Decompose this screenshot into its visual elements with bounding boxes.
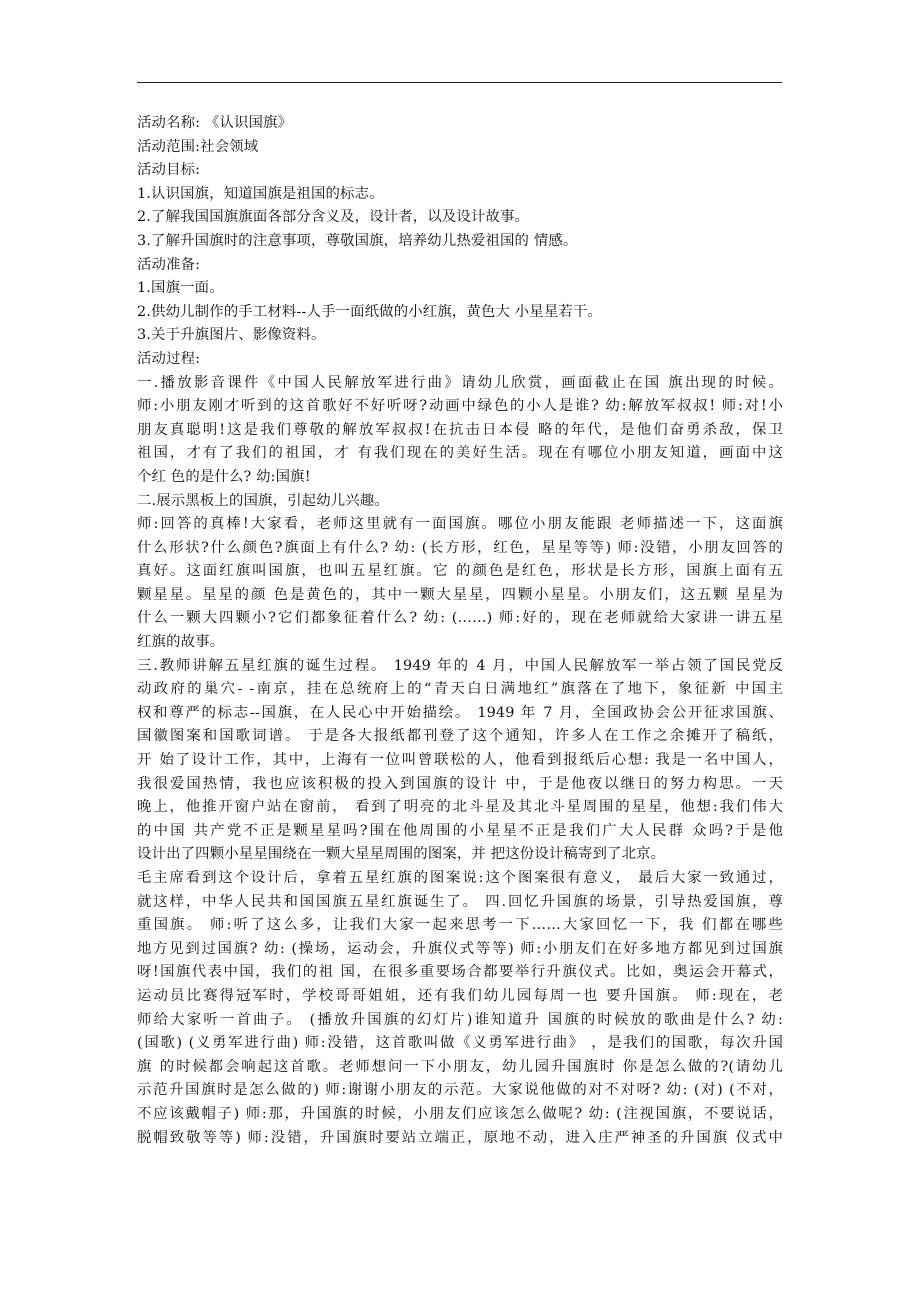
text-line: 活动目标: (137, 162, 201, 179)
text-line: 颗星星。星星的颜 色是黄色的，其中一颗大星星，四颗小星星。小朋友们，这五颗 星星为 (137, 586, 783, 603)
text-line: 示范升国旗时是怎么做的) 师:谢谢小朋友的示范。大家说他做的对不对呀? 幼: (对) (不对， (137, 1082, 783, 1099)
text-line: 设计出了四颗小星星围绕在一颗大星星周围的图案，并 把这份设计稿寄到了北京。 (137, 846, 666, 863)
text-line: 运动员比赛得冠军时，学校哥哥姐姐，还有我们幼儿园每周一也 要升国旗。 师:现在，老 (137, 987, 783, 1004)
text-line: 我很爱国热情，我也应该积极的投入到国旗的设计 中，于是他夜以继日的努力构思。一天 (137, 775, 783, 792)
text-line: 权和尊严的标志--国旗，在人民心中开始描绘。 1949 年 7 月，全国政协会公开征求国旗、 (137, 704, 783, 721)
text-line: 呀!国旗代表中国，我们的祖 国，在很多重要场合都要举行升旗仪式。比如，奥运会开幕式， (137, 964, 783, 981)
text-line: 脱帽致敬等等) 师:没错，升国旗时要站立端正，原地不动，进入庄严神圣的升国旗 仪式中 (137, 1129, 783, 1146)
text-line: 师给大家听一首曲子。 (播放升国旗的幻灯片)谁知道升 国旗的时候放的歌曲是什么? 幼: (137, 1011, 783, 1028)
text-line: 开 始了设计工作，其中，上海有一位叫曾联松的人，他看到报纸后心想: 我是一名中国人， (137, 752, 783, 769)
text-line: 一.播放影音课件《中国人民解放军进行曲》请幼儿欣赏，画面截止在国 旗出现的时候。 (137, 374, 783, 391)
text-line: 师:小朋友刚才听到的这首歌好不好听呀?动画中绿色的小人是谁? 幼:解放军叔叔! 师:对!小 (137, 398, 783, 415)
text-line: 二.展示黑板上的国旗，引起幼儿兴趣。 (137, 492, 389, 509)
text-line: 地方见到过国旗? 幼: (操场，运动会，升旗仪式等等) 师:小朋友们在好多地方都见到过国旗 (137, 940, 783, 957)
text-line: 什么形状?什么颜色?旗面上有什么? 幼: (长方形，红色，星星等等) 师:没错，小朋友回答的 (137, 539, 783, 556)
text-line: 个红 色的是什么? 幼:国旗! (137, 468, 311, 485)
text-line: (国歌) (义勇军进行曲) 师:没错，这首歌叫做《义勇军进行曲》 ，是我们的国歌，每次升国 (137, 1035, 783, 1052)
text-line: 重国旗。 师:听了这么多，让我们大家一起来思考一下……大家回忆一下，我 们都在哪些 (137, 917, 783, 934)
text-line: 活动过程: (137, 350, 201, 367)
text-line: 国徽图案和国歌词谱。 于是各大报纸都刊登了这个通知，许多人在工作之余摊开了稿纸， (137, 728, 783, 745)
text-line: 活动名称: 《认识国旗》 (137, 115, 293, 131)
text-line: 活动准备: (137, 256, 201, 273)
text-line: 3.关于升旗图片、影像资料。 (137, 327, 326, 344)
text-line: 祖国，才有了我们的祖国，才 有我们现在的美好生活。现在有哪位小朋友知道，画面中这 (137, 445, 783, 462)
text-line: 的中国 共产党不正是颗星星吗?围在他周围的小星星不正是我们广大人民群 众吗?于是他 (137, 822, 783, 839)
text-line: 毛主席看到这个设计后，拿着五星红旗的图案说:这个图案很有意义， 最后大家一致通过， (137, 870, 783, 886)
text-line: 红旗的故事。 (137, 634, 225, 651)
text-line: 真好。这面红旗叫国旗，也叫五星红旗。它 的颜色是红色，形状是长方形，国旗上面有五 (137, 563, 783, 580)
text-line: 活动范围:社会领域 (137, 138, 259, 155)
text-line: 2.了解我国国旗旗面各部分含义及，设计者，以及设计故事。 (137, 209, 530, 226)
text-line: 1.国旗一面。 (137, 280, 224, 297)
text-line: 2.供幼儿制作的手工材料--人手一面纸做的小红旗，黄色大 小星星若干。 (137, 303, 603, 320)
text-line: 旗 的时候都会响起这首歌。老师想问一下小朋友，幼儿园升国旗时 你是怎么做的?(请幼儿 (137, 1058, 783, 1075)
text-line: 朋友真聪明!这是我们尊敬的解放军叔叔!在抗击日本侵 略的年代，是他们奋勇杀敌，保卫 (137, 421, 783, 438)
text-line: 3.了解升国旗时的注意事项，尊敬国旗，培养幼儿热爱祖国的 情感。 (137, 232, 578, 249)
text-line: 师:回答的真棒!大家看，老师这里就有一面国旗。哪位小朋友能跟 老师描述一下，这面旗 (137, 516, 783, 533)
text-line: 动政府的巢穴- -南京，挂在总统府上的“青天白日满地红”旗落在了地下，象征新 中国主 (137, 681, 783, 698)
text-line: 晚上，他推开窗户站在窗前， 看到了明亮的北斗星及其北斗星周围的星星，他想:我们伟大 (137, 799, 783, 816)
text-line: 1.认识国旗，知道国旗是祖国的标志。 (137, 185, 384, 202)
header-rule (137, 82, 782, 83)
text-line: 就这样，中华人民共和国国旗五星红旗诞生了。 四.回忆升国旗的场景，引导热爱国旗，尊 (137, 893, 783, 910)
text-line: 什么一颗大四颗小?它们都象征着什么? 幼: (……) 师:好的，现在老师就给大家讲一讲五星 (137, 610, 783, 627)
text-line: 三.教师讲解五星红旗的诞生过程。 1949 年的 4 月，中国人民解放军一举占领了国民党反 (137, 657, 783, 674)
document-body (137, 112, 783, 1150)
text-line: 不应该戴帽子) 师:那，升国旗的时候，小朋友们应该怎么做呢? 幼: (注视国旗，不要说话， (137, 1105, 783, 1122)
